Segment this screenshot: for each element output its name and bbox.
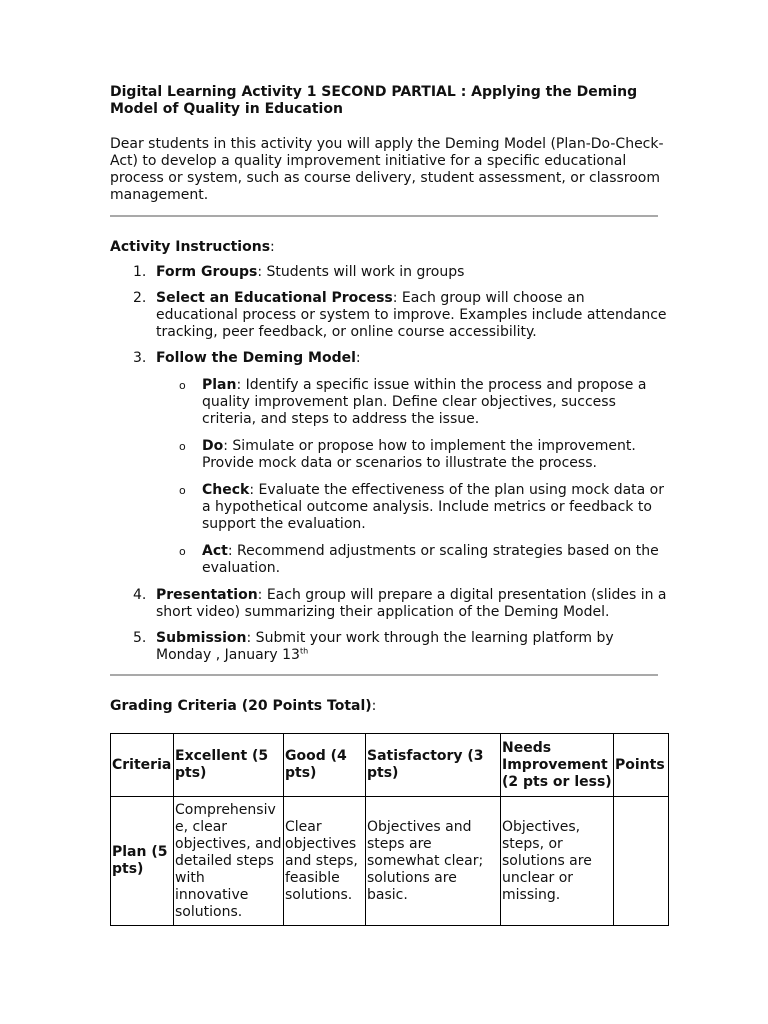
grading-table bbox=[110, 733, 669, 926]
step-text: : Students will work in groups bbox=[257, 264, 465, 280]
column-header-points: Points bbox=[614, 734, 669, 797]
deming-step-act bbox=[156, 543, 670, 577]
cell-excellent: Comprehensive, clear objectives, and detailed steps with innovative solutions. bbox=[174, 797, 284, 926]
grading-heading bbox=[110, 698, 670, 715]
instruction-step bbox=[110, 630, 670, 664]
bullet-icon: o bbox=[179, 379, 186, 392]
date-superscript: th bbox=[299, 646, 309, 656]
deming-steps-list bbox=[156, 377, 670, 577]
step-label: Follow the Deming Model bbox=[156, 350, 356, 366]
step-number: 5. bbox=[133, 630, 147, 646]
step-label: Form Groups bbox=[156, 264, 258, 280]
cell-points bbox=[614, 797, 669, 926]
step-number: 2. bbox=[133, 290, 147, 306]
cell-criteria: Plan (5 pts) bbox=[111, 797, 174, 926]
document-page bbox=[110, 84, 670, 926]
instruction-steps-list bbox=[110, 264, 670, 664]
column-header-needs-improvement: Needs Improvement (2 pts or less) bbox=[501, 734, 614, 797]
cell-satisfactory: Objectives and steps are somewhat clear; solutions are basic. bbox=[366, 797, 501, 926]
instructions-heading-suffix: : bbox=[270, 239, 275, 255]
deming-step-plan bbox=[156, 377, 670, 428]
column-header-criteria: Criteria bbox=[111, 734, 174, 797]
instruction-step bbox=[110, 264, 670, 281]
step-text: : Each group will choose an educational process or system to improve. Examples include attendance tracking, peer feedback, or online course accessibility. bbox=[156, 290, 667, 340]
column-header-excellent: Excellent (5 pts) bbox=[174, 734, 284, 797]
bullet-icon: o bbox=[179, 545, 186, 558]
step-number: 1. bbox=[133, 264, 147, 280]
step-label: Select an Educational Process bbox=[156, 290, 393, 306]
step-number: 3. bbox=[133, 350, 147, 366]
deming-step-text: : Evaluate the effectiveness of the plan using mock data or a hypothetical outcome analysis. Include metrics or feedback to support the evaluation. bbox=[202, 482, 665, 532]
grading-heading-text: Grading Criteria (20 Points Total) bbox=[110, 698, 372, 714]
table-header-row bbox=[111, 734, 669, 797]
step-text: : bbox=[355, 350, 361, 366]
intro-paragraph: Dear students in this activity you will apply the Deming Model (Plan-Do-Check-Act) to develop a quality improvement initiative for a specific educational process or system, such as course delivery, student assessment, or classroom management. bbox=[110, 136, 664, 203]
cell-good: Clear objectives and steps, feasible solutions. bbox=[284, 797, 366, 926]
deming-step-label: Plan bbox=[202, 377, 237, 393]
deming-step-text: : Recommend adjustments or scaling strategies based on the evaluation. bbox=[202, 543, 659, 576]
instruction-step bbox=[110, 587, 670, 621]
instruction-step bbox=[110, 350, 670, 577]
deming-step-text: : Simulate or propose how to implement the improvement. Provide mock data or scenarios to illustrate the process. bbox=[202, 438, 636, 471]
step-number: 4. bbox=[133, 587, 147, 603]
column-header-good: Good (4 pts) bbox=[284, 734, 366, 797]
deming-step-text: : Identify a specific issue within the process and propose a quality improvement plan. Define clear objectives, success criteria, and steps to address the issue. bbox=[202, 377, 647, 427]
horizontal-rule bbox=[110, 674, 658, 676]
instructions-heading-text: Activity Instructions bbox=[110, 239, 271, 255]
deming-step-check bbox=[156, 482, 670, 533]
step-text: : Each group will prepare a digital presentation (slides in a short video) summarizing their application of the Deming Model. bbox=[156, 587, 667, 620]
deming-step-do bbox=[156, 438, 670, 472]
cell-needs-improvement: Objectives, steps, or solutions are unclear or missing. bbox=[501, 797, 614, 926]
grading-heading-suffix: : bbox=[371, 698, 377, 714]
deming-step-label: Do bbox=[202, 438, 224, 454]
deming-step-label: Act bbox=[202, 543, 228, 559]
bullet-icon: o bbox=[179, 440, 186, 453]
step-label: Presentation bbox=[156, 587, 258, 603]
bullet-icon: o bbox=[179, 484, 186, 497]
instruction-step bbox=[110, 290, 670, 341]
document-title: Digital Learning Activity 1 SECOND PARTIAL : Applying the Deming Model of Quality in Education bbox=[110, 84, 638, 117]
step-text: : Submit your work through the learning platform by Monday , January 13 bbox=[156, 630, 614, 663]
deming-step-label: Check bbox=[202, 482, 250, 498]
instructions-heading bbox=[110, 239, 670, 256]
column-header-satisfactory: Satisfactory (3 pts) bbox=[366, 734, 501, 797]
horizontal-rule bbox=[110, 215, 658, 217]
step-label: Submission bbox=[156, 630, 247, 646]
table-row bbox=[111, 797, 669, 926]
